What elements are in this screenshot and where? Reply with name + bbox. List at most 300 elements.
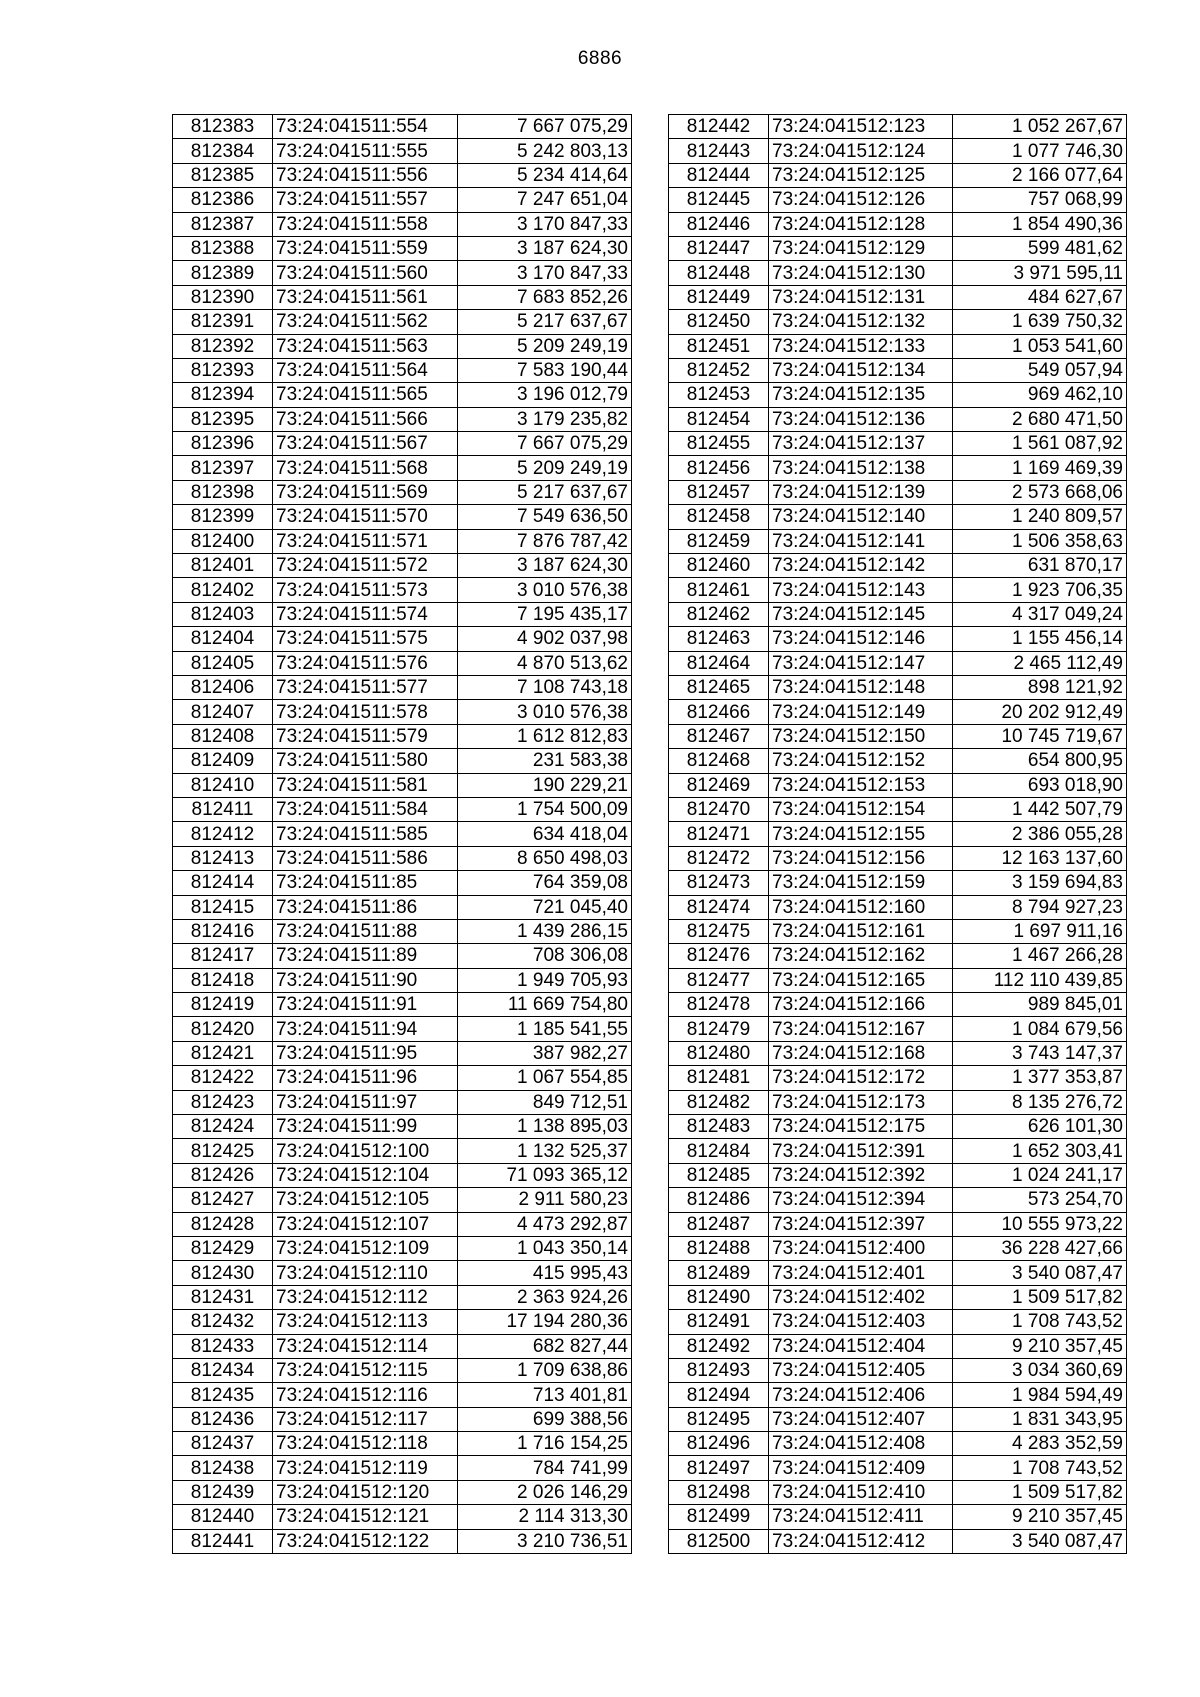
row-number-cell: 812466 <box>669 700 769 724</box>
value-cell: 3 159 694,83 <box>953 871 1127 895</box>
cadastral-number-cell: 73:24:041512:401 <box>769 1261 953 1285</box>
row-number-cell: 812482 <box>669 1090 769 1114</box>
value-cell: 784 741,99 <box>458 1456 632 1480</box>
table-row <box>669 773 1127 797</box>
row-number-cell: 812431 <box>173 1285 273 1309</box>
table-row <box>669 358 1127 382</box>
value-cell: 2 114 313,30 <box>458 1505 632 1529</box>
row-number-cell: 812490 <box>669 1285 769 1309</box>
row-number-cell: 812439 <box>173 1480 273 1504</box>
cadastral-number-cell: 73:24:041512:116 <box>273 1383 458 1407</box>
table-row <box>669 407 1127 431</box>
row-number-cell: 812478 <box>669 993 769 1017</box>
table-row <box>173 1383 632 1407</box>
row-number-cell: 812406 <box>173 675 273 699</box>
row-number-cell: 812463 <box>669 627 769 651</box>
table-row <box>173 578 632 602</box>
row-number-cell: 812409 <box>173 749 273 773</box>
row-number-cell: 812485 <box>669 1163 769 1187</box>
cadastral-number-cell: 73:24:041512:409 <box>769 1456 953 1480</box>
table-row <box>173 1188 632 1212</box>
cadastral-number-cell: 73:24:041511:556 <box>273 163 458 187</box>
value-cell: 1 754 500,09 <box>458 797 632 821</box>
table-row <box>669 871 1127 895</box>
value-cell: 484 627,67 <box>953 285 1127 309</box>
table-row <box>669 383 1127 407</box>
cadastral-number-cell: 73:24:041512:126 <box>769 188 953 212</box>
row-number-cell: 812476 <box>669 944 769 968</box>
row-number-cell: 812448 <box>669 261 769 285</box>
cadastral-number-cell: 73:24:041512:167 <box>769 1017 953 1041</box>
value-cell: 4 283 352,59 <box>953 1432 1127 1456</box>
row-number-cell: 812415 <box>173 895 273 919</box>
table-row <box>669 1163 1127 1187</box>
row-number-cell: 812414 <box>173 871 273 895</box>
row-number-cell: 812481 <box>669 1066 769 1090</box>
table-row <box>173 1261 632 1285</box>
value-cell: 1 612 812,83 <box>458 724 632 748</box>
value-cell: 3 010 576,38 <box>458 700 632 724</box>
value-cell: 5 234 414,64 <box>458 163 632 187</box>
cadastral-number-cell: 73:24:041511:85 <box>273 871 458 895</box>
cadastral-number-cell: 73:24:041512:410 <box>769 1480 953 1504</box>
table-row <box>669 1041 1127 1065</box>
cadastral-number-cell: 73:24:041512:412 <box>769 1529 953 1553</box>
row-number-cell: 812445 <box>669 188 769 212</box>
table-row <box>669 480 1127 504</box>
cadastral-number-cell: 73:24:041512:121 <box>273 1505 458 1529</box>
row-number-cell: 812447 <box>669 236 769 260</box>
cadastral-number-cell: 73:24:041511:99 <box>273 1115 458 1139</box>
value-cell: 1 561 087,92 <box>953 432 1127 456</box>
cadastral-number-cell: 73:24:041511:566 <box>273 407 458 431</box>
row-number-cell: 812400 <box>173 529 273 553</box>
table-row <box>173 1236 632 1260</box>
cadastral-number-cell: 73:24:041511:557 <box>273 188 458 212</box>
cadastral-number-cell: 73:24:041512:129 <box>769 236 953 260</box>
cadastral-number-cell: 73:24:041512:128 <box>769 212 953 236</box>
value-cell: 549 057,94 <box>953 358 1127 382</box>
row-number-cell: 812403 <box>173 602 273 626</box>
cadastral-number-cell: 73:24:041511:586 <box>273 846 458 870</box>
value-cell: 699 388,56 <box>458 1407 632 1431</box>
value-cell: 10 555 973,22 <box>953 1212 1127 1236</box>
cadastral-number-cell: 73:24:041512:141 <box>769 529 953 553</box>
value-cell: 7 583 190,44 <box>458 358 632 382</box>
cadastral-number-cell: 73:24:041512:104 <box>273 1163 458 1187</box>
cadastral-number-cell: 73:24:041512:405 <box>769 1358 953 1382</box>
row-number-cell: 812474 <box>669 895 769 919</box>
table-row <box>669 651 1127 675</box>
cadastral-number-cell: 73:24:041511:565 <box>273 383 458 407</box>
row-number-cell: 812426 <box>173 1163 273 1187</box>
value-cell: 2 166 077,64 <box>953 163 1127 187</box>
value-cell: 7 247 651,04 <box>458 188 632 212</box>
value-cell: 7 195 435,17 <box>458 602 632 626</box>
row-number-cell: 812488 <box>669 1236 769 1260</box>
value-cell: 5 242 803,13 <box>458 139 632 163</box>
row-number-cell: 812471 <box>669 822 769 846</box>
cadastral-number-cell: 73:24:041512:146 <box>769 627 953 651</box>
cadastral-number-cell: 73:24:041512:110 <box>273 1261 458 1285</box>
row-number-cell: 812394 <box>173 383 273 407</box>
cadastral-number-cell: 73:24:041511:558 <box>273 212 458 236</box>
value-cell: 1 043 350,14 <box>458 1236 632 1260</box>
value-cell: 1 716 154,25 <box>458 1432 632 1456</box>
value-cell: 2 363 924,26 <box>458 1285 632 1309</box>
value-cell: 1 240 809,57 <box>953 505 1127 529</box>
cadastral-number-cell: 73:24:041511:89 <box>273 944 458 968</box>
row-number-cell: 812459 <box>669 529 769 553</box>
table-row <box>669 968 1127 992</box>
value-cell: 3 743 147,37 <box>953 1041 1127 1065</box>
value-cell: 1 067 554,85 <box>458 1066 632 1090</box>
cadastral-number-cell: 73:24:041512:140 <box>769 505 953 529</box>
cadastral-number-cell: 73:24:041511:569 <box>273 480 458 504</box>
value-cell: 1 077 746,30 <box>953 139 1127 163</box>
table-row <box>173 1285 632 1309</box>
table-row <box>669 1480 1127 1504</box>
table-row <box>669 919 1127 943</box>
cadastral-number-cell: 73:24:041512:153 <box>769 773 953 797</box>
table-row <box>669 944 1127 968</box>
table-row <box>669 1310 1127 1334</box>
row-number-cell: 812402 <box>173 578 273 602</box>
row-number-cell: 812434 <box>173 1358 273 1382</box>
table-row <box>173 236 632 260</box>
cadastral-number-cell: 73:24:041511:574 <box>273 602 458 626</box>
value-cell: 1 024 241,17 <box>953 1163 1127 1187</box>
table-row <box>669 1139 1127 1163</box>
table-row <box>173 334 632 358</box>
row-number-cell: 812411 <box>173 797 273 821</box>
row-number-cell: 812484 <box>669 1139 769 1163</box>
table-row <box>173 1041 632 1065</box>
table-row <box>173 1456 632 1480</box>
register-table-right-body <box>669 115 1127 1554</box>
cadastral-number-cell: 73:24:041511:555 <box>273 139 458 163</box>
row-number-cell: 812395 <box>173 407 273 431</box>
cadastral-number-cell: 73:24:041512:130 <box>769 261 953 285</box>
value-cell: 1 467 266,28 <box>953 944 1127 968</box>
row-number-cell: 812438 <box>173 1456 273 1480</box>
table-row <box>669 188 1127 212</box>
table-row <box>669 1017 1127 1041</box>
value-cell: 1 854 490,36 <box>953 212 1127 236</box>
value-cell: 8 794 927,23 <box>953 895 1127 919</box>
row-number-cell: 812404 <box>173 627 273 651</box>
cadastral-number-cell: 73:24:041511:96 <box>273 1066 458 1090</box>
value-cell: 693 018,90 <box>953 773 1127 797</box>
cadastral-number-cell: 73:24:041512:105 <box>273 1188 458 1212</box>
table-row <box>669 1334 1127 1358</box>
cadastral-number-cell: 73:24:041512:403 <box>769 1310 953 1334</box>
table-row <box>669 163 1127 187</box>
row-number-cell: 812385 <box>173 163 273 187</box>
row-number-cell: 812396 <box>173 432 273 456</box>
value-cell: 9 210 357,45 <box>953 1505 1127 1529</box>
value-cell: 757 068,99 <box>953 188 1127 212</box>
table-row <box>173 627 632 651</box>
table-row <box>173 1310 632 1334</box>
value-cell: 3 540 087,47 <box>953 1529 1127 1553</box>
cadastral-number-cell: 73:24:041512:172 <box>769 1066 953 1090</box>
cadastral-number-cell: 73:24:041511:578 <box>273 700 458 724</box>
value-cell: 3 170 847,33 <box>458 261 632 285</box>
value-cell: 1 697 911,16 <box>953 919 1127 943</box>
value-cell: 989 845,01 <box>953 993 1127 1017</box>
table-row <box>173 529 632 553</box>
value-cell: 1 169 469,39 <box>953 456 1127 480</box>
cadastral-number-cell: 73:24:041511:86 <box>273 895 458 919</box>
cadastral-number-cell: 73:24:041512:148 <box>769 675 953 699</box>
cadastral-number-cell: 73:24:041512:139 <box>769 480 953 504</box>
cadastral-number-cell: 73:24:041512:166 <box>769 993 953 1017</box>
table-row <box>669 1188 1127 1212</box>
value-cell: 708 306,08 <box>458 944 632 968</box>
table-row <box>669 1456 1127 1480</box>
row-number-cell: 812413 <box>173 846 273 870</box>
value-cell: 2 911 580,23 <box>458 1188 632 1212</box>
cadastral-number-cell: 73:24:041511:554 <box>273 115 458 139</box>
value-cell: 4 902 037,98 <box>458 627 632 651</box>
cadastral-number-cell: 73:24:041512:149 <box>769 700 953 724</box>
cadastral-number-cell: 73:24:041511:95 <box>273 1041 458 1065</box>
cadastral-number-cell: 73:24:041512:145 <box>769 602 953 626</box>
row-number-cell: 812493 <box>669 1358 769 1382</box>
table-row <box>669 1358 1127 1382</box>
row-number-cell: 812387 <box>173 212 273 236</box>
table-row <box>669 602 1127 626</box>
table-row <box>173 1358 632 1382</box>
table-row <box>173 675 632 699</box>
value-cell: 1 439 286,15 <box>458 919 632 943</box>
row-number-cell: 812432 <box>173 1310 273 1334</box>
value-cell: 713 401,81 <box>458 1383 632 1407</box>
row-number-cell: 812417 <box>173 944 273 968</box>
row-number-cell: 812443 <box>669 139 769 163</box>
cadastral-number-cell: 73:24:041512:147 <box>769 651 953 675</box>
row-number-cell: 812428 <box>173 1212 273 1236</box>
cadastral-number-cell: 73:24:041512:175 <box>769 1115 953 1139</box>
row-number-cell: 812477 <box>669 968 769 992</box>
cadastral-number-cell: 73:24:041511:579 <box>273 724 458 748</box>
table-row <box>173 773 632 797</box>
row-number-cell: 812393 <box>173 358 273 382</box>
value-cell: 1 377 353,87 <box>953 1066 1127 1090</box>
cadastral-number-cell: 73:24:041512:118 <box>273 1432 458 1456</box>
table-row <box>173 797 632 821</box>
row-number-cell: 812416 <box>173 919 273 943</box>
row-number-cell: 812388 <box>173 236 273 260</box>
cadastral-number-cell: 73:24:041512:125 <box>769 163 953 187</box>
value-cell: 9 210 357,45 <box>953 1334 1127 1358</box>
row-number-cell: 812422 <box>173 1066 273 1090</box>
row-number-cell: 812491 <box>669 1310 769 1334</box>
row-number-cell: 812424 <box>173 1115 273 1139</box>
cadastral-number-cell: 73:24:041512:136 <box>769 407 953 431</box>
cadastral-number-cell: 73:24:041511:91 <box>273 993 458 1017</box>
table-row <box>669 895 1127 919</box>
cadastral-number-cell: 73:24:041512:137 <box>769 432 953 456</box>
row-number-cell: 812461 <box>669 578 769 602</box>
row-number-cell: 812487 <box>669 1212 769 1236</box>
table-row <box>173 944 632 968</box>
value-cell: 2 680 471,50 <box>953 407 1127 431</box>
row-number-cell: 812449 <box>669 285 769 309</box>
row-number-cell: 812499 <box>669 1505 769 1529</box>
row-number-cell: 812483 <box>669 1115 769 1139</box>
value-cell: 1 509 517,82 <box>953 1285 1127 1309</box>
row-number-cell: 812435 <box>173 1383 273 1407</box>
table-row <box>669 1285 1127 1309</box>
cadastral-number-cell: 73:24:041511:568 <box>273 456 458 480</box>
row-number-cell: 812457 <box>669 480 769 504</box>
cadastral-number-cell: 73:24:041511:572 <box>273 554 458 578</box>
register-table-left <box>172 114 632 1554</box>
cadastral-number-cell: 73:24:041511:581 <box>273 773 458 797</box>
row-number-cell: 812479 <box>669 1017 769 1041</box>
cadastral-number-cell: 73:24:041512:159 <box>769 871 953 895</box>
row-number-cell: 812427 <box>173 1188 273 1212</box>
value-cell: 36 228 427,66 <box>953 1236 1127 1260</box>
value-cell: 112 110 439,85 <box>953 968 1127 992</box>
value-cell: 8 135 276,72 <box>953 1090 1127 1114</box>
value-cell: 3 034 360,69 <box>953 1358 1127 1382</box>
value-cell: 573 254,70 <box>953 1188 1127 1212</box>
table-row <box>173 895 632 919</box>
cadastral-number-cell: 73:24:041512:407 <box>769 1407 953 1431</box>
cadastral-number-cell: 73:24:041511:559 <box>273 236 458 260</box>
table-row <box>669 675 1127 699</box>
cadastral-number-cell: 73:24:041511:564 <box>273 358 458 382</box>
table-row <box>669 310 1127 334</box>
value-cell: 7 667 075,29 <box>458 115 632 139</box>
row-number-cell: 812475 <box>669 919 769 943</box>
value-cell: 2 026 146,29 <box>458 1480 632 1504</box>
cadastral-number-cell: 73:24:041512:132 <box>769 310 953 334</box>
value-cell: 2 573 668,06 <box>953 480 1127 504</box>
table-row <box>173 554 632 578</box>
cadastral-number-cell: 73:24:041512:406 <box>769 1383 953 1407</box>
row-number-cell: 812429 <box>173 1236 273 1260</box>
cadastral-number-cell: 73:24:041511:567 <box>273 432 458 456</box>
register-table-right <box>668 114 1127 1554</box>
row-number-cell: 812467 <box>669 724 769 748</box>
table-row <box>669 1407 1127 1431</box>
table-row <box>669 822 1127 846</box>
table-row <box>173 749 632 773</box>
value-cell: 1 185 541,55 <box>458 1017 632 1041</box>
row-number-cell: 812454 <box>669 407 769 431</box>
cadastral-number-cell: 73:24:041512:113 <box>273 1310 458 1334</box>
row-number-cell: 812496 <box>669 1432 769 1456</box>
value-cell: 1 831 343,95 <box>953 1407 1127 1431</box>
value-cell: 3 187 624,30 <box>458 554 632 578</box>
row-number-cell: 812451 <box>669 334 769 358</box>
table-row <box>173 1432 632 1456</box>
row-number-cell: 812419 <box>173 993 273 1017</box>
value-cell: 5 209 249,19 <box>458 334 632 358</box>
row-number-cell: 812462 <box>669 602 769 626</box>
table-row <box>173 871 632 895</box>
value-cell: 1 155 456,14 <box>953 627 1127 651</box>
row-number-cell: 812407 <box>173 700 273 724</box>
table-row <box>669 261 1127 285</box>
table-row <box>669 212 1127 236</box>
value-cell: 1 506 358,63 <box>953 529 1127 553</box>
cadastral-number-cell: 73:24:041511:97 <box>273 1090 458 1114</box>
row-number-cell: 812436 <box>173 1407 273 1431</box>
table-row <box>669 236 1127 260</box>
cadastral-number-cell: 73:24:041511:577 <box>273 675 458 699</box>
value-cell: 898 121,92 <box>953 675 1127 699</box>
row-number-cell: 812412 <box>173 822 273 846</box>
table-row <box>669 724 1127 748</box>
table-row <box>173 285 632 309</box>
row-number-cell: 812498 <box>669 1480 769 1504</box>
table-row <box>173 968 632 992</box>
row-number-cell: 812492 <box>669 1334 769 1358</box>
cadastral-number-cell: 73:24:041511:90 <box>273 968 458 992</box>
table-row <box>173 724 632 748</box>
row-number-cell: 812468 <box>669 749 769 773</box>
value-cell: 3 971 595,11 <box>953 261 1127 285</box>
value-cell: 631 870,17 <box>953 554 1127 578</box>
value-cell: 599 481,62 <box>953 236 1127 260</box>
table-row <box>173 139 632 163</box>
table-row <box>669 285 1127 309</box>
value-cell: 682 827,44 <box>458 1334 632 1358</box>
row-number-cell: 812450 <box>669 310 769 334</box>
cadastral-number-cell: 73:24:041511:94 <box>273 1017 458 1041</box>
table-row <box>669 578 1127 602</box>
value-cell: 1 052 267,67 <box>953 115 1127 139</box>
value-cell: 764 359,08 <box>458 871 632 895</box>
table-row <box>173 1212 632 1236</box>
table-row <box>173 1480 632 1504</box>
table-row <box>669 529 1127 553</box>
row-number-cell: 812497 <box>669 1456 769 1480</box>
row-number-cell: 812392 <box>173 334 273 358</box>
row-number-cell: 812458 <box>669 505 769 529</box>
table-row <box>173 1505 632 1529</box>
row-number-cell: 812473 <box>669 871 769 895</box>
table-row <box>669 456 1127 480</box>
table-row <box>669 1432 1127 1456</box>
value-cell: 1 442 507,79 <box>953 797 1127 821</box>
cadastral-number-cell: 73:24:041511:562 <box>273 310 458 334</box>
value-cell: 5 217 637,67 <box>458 310 632 334</box>
value-cell: 4 317 049,24 <box>953 602 1127 626</box>
cadastral-number-cell: 73:24:041512:109 <box>273 1236 458 1260</box>
row-number-cell: 812383 <box>173 115 273 139</box>
value-cell: 1 709 638,86 <box>458 1358 632 1382</box>
cadastral-number-cell: 73:24:041512:123 <box>769 115 953 139</box>
row-number-cell: 812420 <box>173 1017 273 1041</box>
value-cell: 3 010 576,38 <box>458 578 632 602</box>
row-number-cell: 812470 <box>669 797 769 821</box>
value-cell: 1 138 895,03 <box>458 1115 632 1139</box>
value-cell: 5 217 637,67 <box>458 480 632 504</box>
row-number-cell: 812464 <box>669 651 769 675</box>
cadastral-number-cell: 73:24:041512:117 <box>273 1407 458 1431</box>
table-row <box>173 1090 632 1114</box>
value-cell: 1 949 705,93 <box>458 968 632 992</box>
table-row <box>173 261 632 285</box>
cadastral-number-cell: 73:24:041512:397 <box>769 1212 953 1236</box>
cadastral-number-cell: 73:24:041512:143 <box>769 578 953 602</box>
